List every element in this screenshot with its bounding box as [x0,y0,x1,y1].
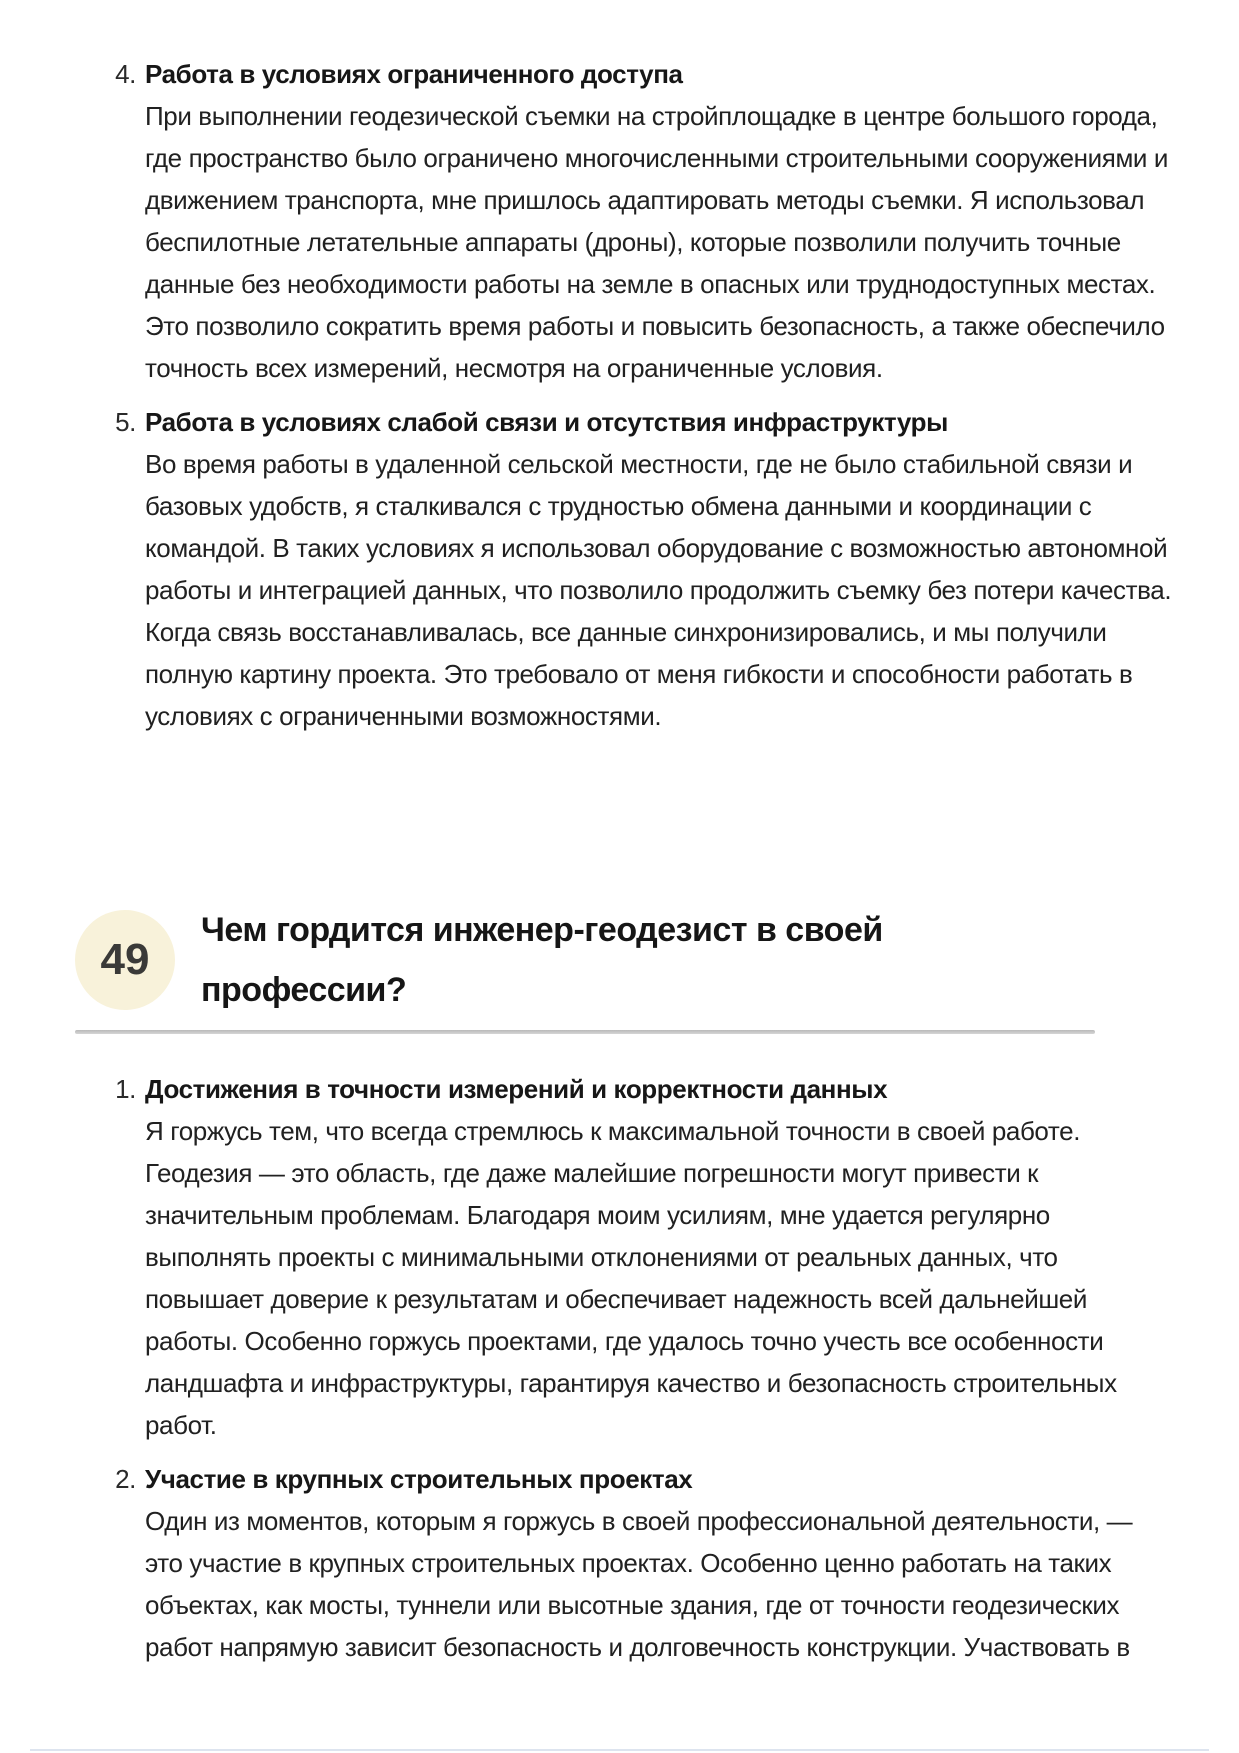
question-number-badge: 49 [75,910,175,1010]
item-heading: Работа в условиях слабой связи и отсутствия инфраструктуры [145,407,948,437]
item-heading: Достижения в точности измерений и корректности данных [145,1074,888,1104]
list-item [115,1458,1175,1668]
page-content [100,0,1175,1668]
item-heading: Участие в крупных строительных проектах [145,1464,693,1494]
item-number: 5. [115,407,136,437]
item-number: 2. [115,1464,136,1494]
question-title: Чем гордится инженер-геодезист в своей профессии? [201,911,883,1009]
item-body-text: При выполнении геодезической съемки на стройплощадке в центре большого города, где пространство было ограничено многочисленными строительными сооружениями и движением транспорта, мне пришлось адаптировать методы съемки. Я использовал беспилотные летательные аппараты (дроны), которые позволили получить точные данные без необходимости работы на земле в опасных или труднодоступных местах. Это позволило сократить время работы и повысить безопасность, а также обеспечило точность всех измерений, несмотря на ограниченные условия. [145,101,1168,383]
item-number: 1. [115,1074,136,1104]
answers-list-current-question [115,1068,1175,1668]
item-heading: Работа в условиях ограниченного доступа [145,59,683,89]
list-item [115,401,1175,737]
section-divider [75,1030,1095,1034]
item-body-text: Я горжусь тем, что всегда стремлюсь к максимальной точности в своей работе. Геодезия — это область, где даже малейшие погрешности могут привести к значительным проблемам. Благодаря моим усилиям, мне удается регулярно выполнять проекты с минимальными отклонениями от реальных данных, что повышает доверие к результатам и обеспечивает надежность всей дальнейшей работы. Особенно горжусь проектами, где удалось точно учесть все особенности ландшафта и инфраструктуры, гарантируя качество и безопасность строительных работ. [145,1116,1117,1440]
item-body-text: Один из моментов, которым я горжусь в своей профессиональной деятельности, — это участие в крупных строительных проектах. Особенно ценно работать на таких объектах, как мосты, туннели или высотные здания, где от точности геодезических работ напрямую зависит безопасность и долговечность конструкции. Участвовать в [145,1506,1133,1662]
item-body-text: Во время работы в удаленной сельской местности, где не было стабильной связи и базовых удобств, я сталкивался с трудностью обмена данными и координации с командой. В таких условиях я использовал оборудование с возможностью автономной работы и интеграцией данных, что позволило продолжить съемку без потери качества. Когда связь восстанавливалась, все данные синхронизировались, и мы получили полную картину проекта. Это требовало от меня гибкости и способности работать в условиях с ограниченными возможностями. [145,449,1172,731]
next-page-edge-line [30,1749,1209,1751]
list-item [115,1068,1175,1446]
question-header [75,900,1175,1020]
item-number: 4. [115,59,136,89]
answers-list-previous-question [115,53,1175,737]
list-item [115,53,1175,389]
